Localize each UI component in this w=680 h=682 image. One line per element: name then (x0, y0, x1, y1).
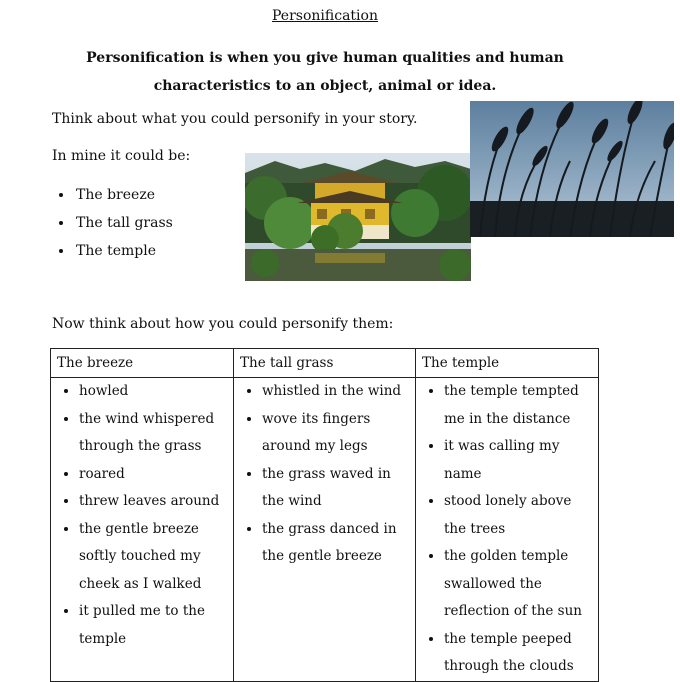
list-item: • whistled in the wind (262, 378, 411, 406)
page-title: Personification (272, 8, 378, 24)
prompt-mine: In mine it could be: (52, 148, 191, 164)
golden-temple-photo (245, 153, 471, 281)
list-item: • threw leaves around (79, 488, 229, 516)
grass-cell (234, 378, 416, 682)
temple-cell (416, 378, 599, 682)
prompt-how: Now think about how you could personify them: (52, 316, 394, 332)
prompt-think: Think about what you could personify in your story. (52, 111, 418, 127)
tall-grass-photo (470, 101, 674, 237)
list-item: • The breeze (74, 184, 173, 212)
list-item: • stood lonely above the trees (444, 488, 594, 543)
list-item: • the gentle breeze softly touched my cheek as I walked (79, 516, 229, 599)
list-item: • the grass waved in the wind (262, 461, 411, 516)
list-item: • howled (79, 378, 229, 406)
list-item: • the temple tempted me in the distance (444, 378, 594, 433)
list-item: • it was calling my name (444, 433, 594, 488)
column-header-grass: The tall grass (234, 349, 416, 378)
list-item: • the golden temple swallowed the reflection of the sun (444, 543, 594, 626)
personification-table (50, 348, 599, 682)
list-item: • The tall grass (74, 212, 173, 240)
list-item: • wove its fingers around my legs (262, 406, 411, 461)
column-header-temple: The temple (416, 349, 599, 378)
ideas-list (52, 184, 173, 268)
column-header-breeze: The breeze (51, 349, 234, 378)
breeze-cell (51, 378, 234, 682)
list-item: • the temple peeped through the clouds (444, 626, 594, 681)
list-item: • the grass danced in the gentle breeze (262, 516, 411, 571)
list-item: • it pulled me to the temple (79, 598, 229, 653)
list-item: • The temple (74, 240, 173, 268)
list-item: • the wind whispered through the grass (79, 406, 229, 461)
intro-definition: Personification is when you give human qualities and human characteristics to an object, animal or idea. (86, 50, 564, 94)
list-item: • roared (79, 461, 229, 489)
